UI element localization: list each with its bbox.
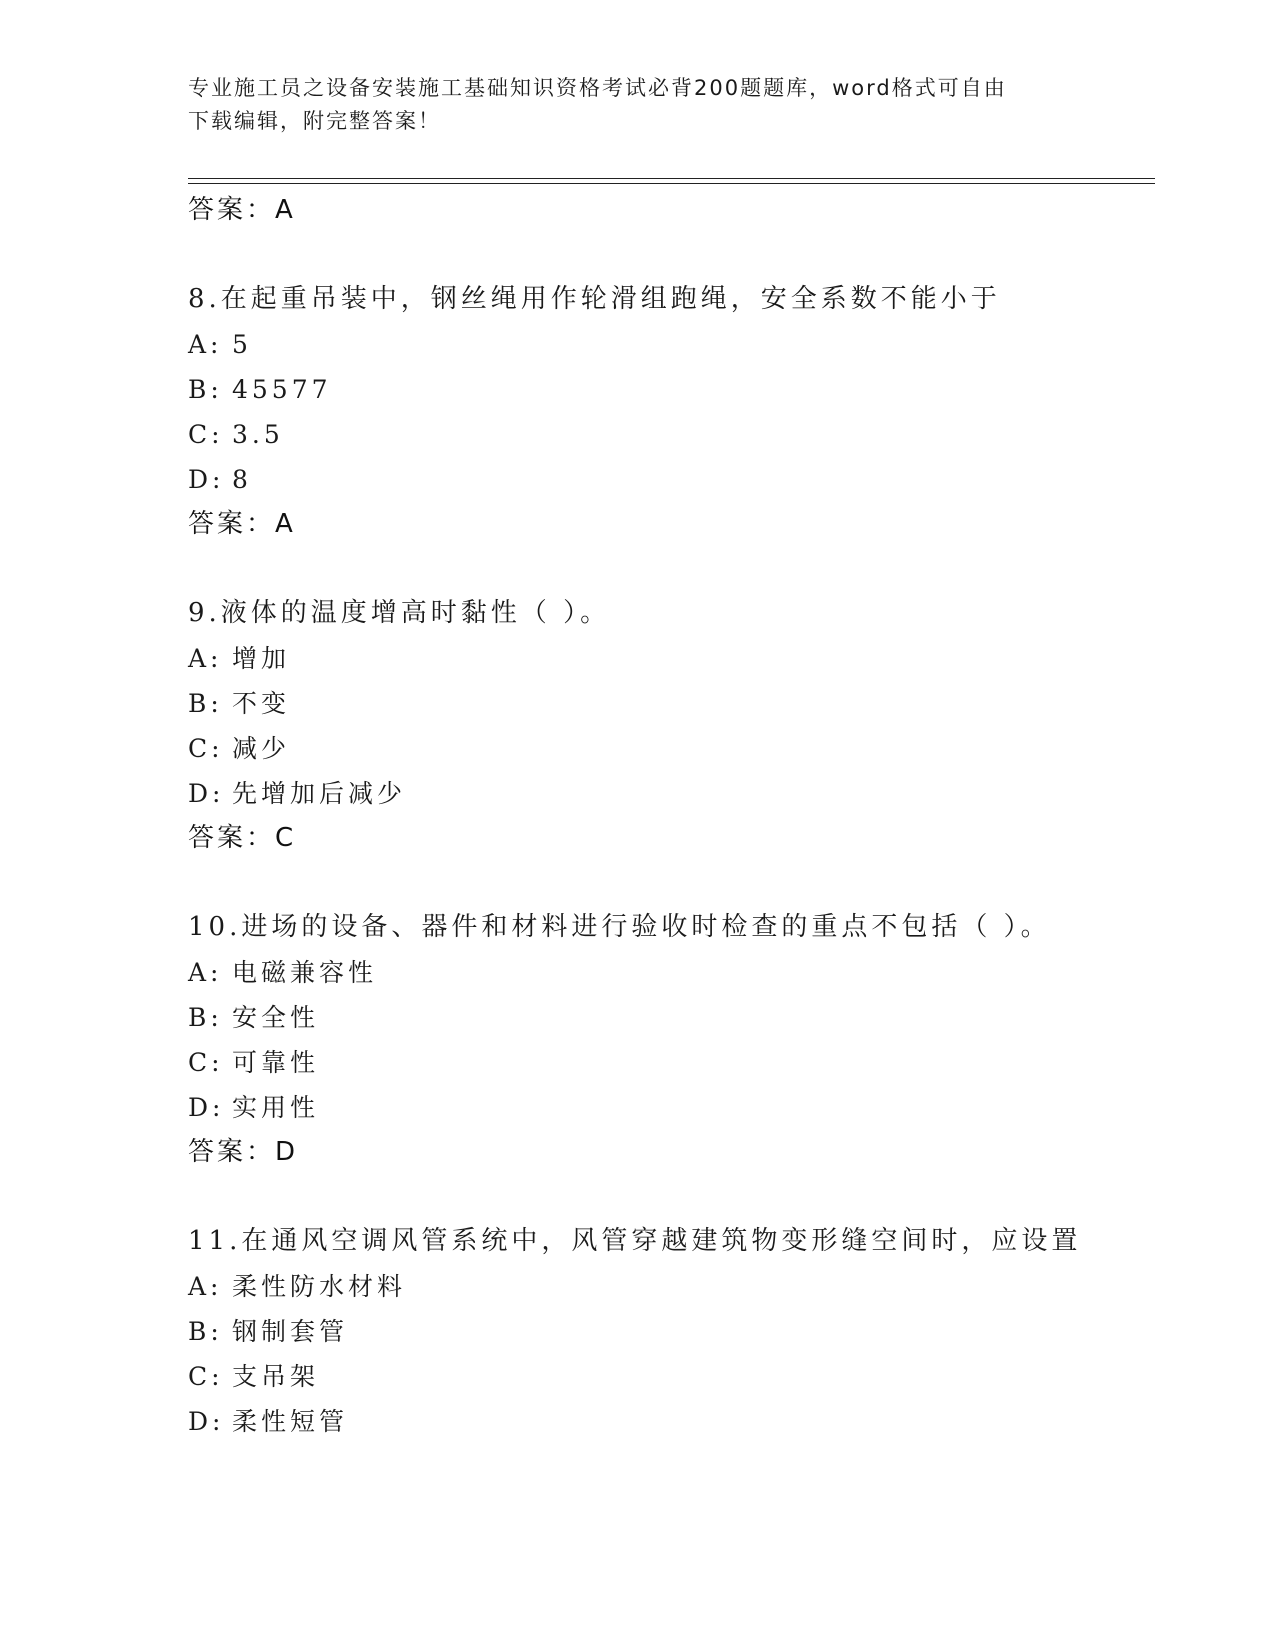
- question-text: 11.在通风空调风管系统中，风管穿越建筑物变形缝空间时，应设置: [188, 1226, 1082, 1256]
- question-block: [188, 591, 1148, 860]
- answer-line: 答案：C: [188, 823, 297, 853]
- header-line-2: 下载编辑，附完整答案！: [188, 109, 441, 133]
- option-b: B: 不变: [188, 689, 291, 718]
- answer-line: 答案：A: [188, 509, 296, 539]
- option-d: D: 先增加后减少: [188, 779, 407, 808]
- header-divider-top: [188, 178, 1155, 179]
- question-text: 10.进场的设备、器件和材料进行验收时检查的重点不包括（ ）。: [188, 912, 1051, 942]
- option-a: A: 5: [188, 330, 252, 359]
- option-b: B: 安全性: [188, 1003, 320, 1032]
- option-c: C: 可靠性: [188, 1048, 320, 1077]
- option-a: A: 柔性防水材料: [188, 1272, 407, 1301]
- option-d: D: 柔性短管: [188, 1407, 349, 1436]
- option-b: B: 45577: [188, 375, 332, 404]
- option-d: D: 实用性: [188, 1093, 320, 1122]
- option-c: C: 3.5: [188, 420, 284, 449]
- header-divider-bottom: [188, 183, 1155, 184]
- option-c: C: 减少: [188, 734, 291, 763]
- spacer: [188, 1174, 1148, 1219]
- question-text: 9.液体的温度增高时黏性（ ）。: [188, 598, 611, 628]
- spacer: [188, 860, 1148, 905]
- spacer: [188, 546, 1148, 591]
- option-d: D: 8: [188, 465, 252, 494]
- option-b: B: 钢制套管: [188, 1317, 349, 1346]
- answer-line: 答案：D: [188, 1137, 299, 1167]
- question-block: [188, 277, 1148, 546]
- header-line-1: 专业施工员之设备安装施工基础知识资格考试必背200题题库，word格式可自由: [188, 76, 1007, 100]
- option-a: A: 电磁兼容性: [188, 958, 378, 987]
- question-list: [188, 188, 1148, 1444]
- question-block: [188, 905, 1148, 1174]
- answer-line: 答案：A: [188, 195, 296, 225]
- spacer: [188, 232, 1148, 277]
- option-c: C: 支吊架: [188, 1362, 320, 1391]
- question-block: [188, 1219, 1148, 1444]
- question-text: 8.在起重吊装中，钢丝绳用作轮滑组跑绳，安全系数不能小于: [188, 284, 1001, 314]
- option-a: A: 增加: [188, 644, 291, 673]
- document-header: [188, 72, 1068, 138]
